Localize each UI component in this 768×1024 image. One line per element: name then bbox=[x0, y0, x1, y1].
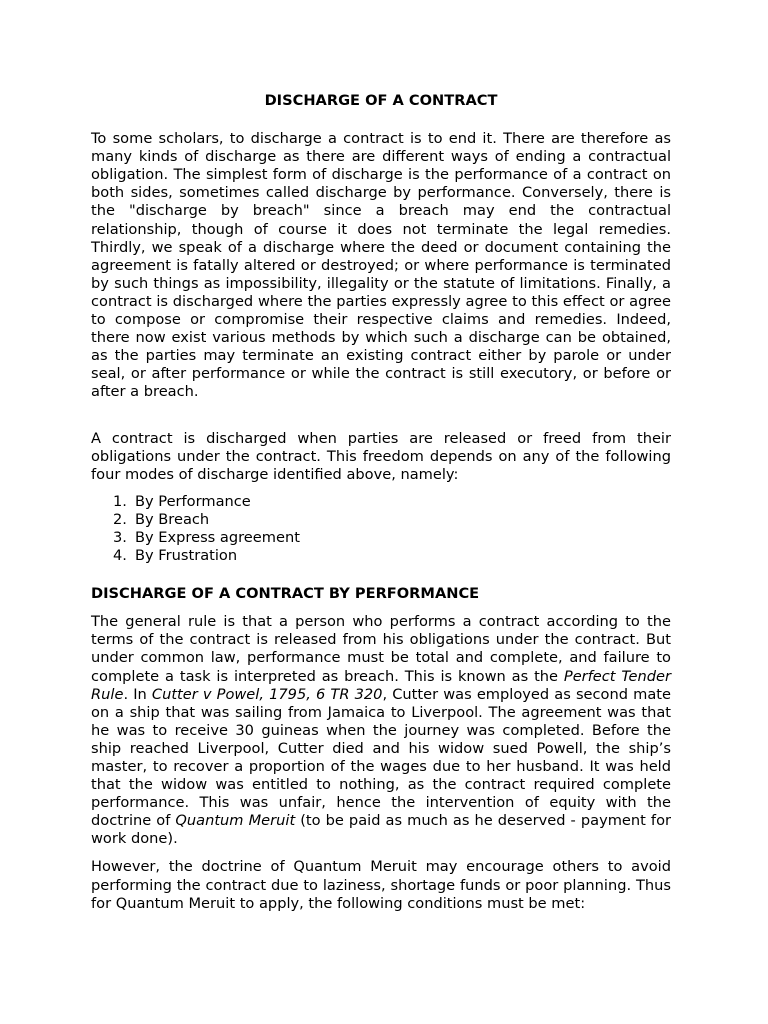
perfect-tender-rule-term: Perfect Tender Rule bbox=[91, 667, 671, 703]
list-item-number: 2. bbox=[113, 510, 127, 528]
modes-paragraph: A contract is discharged when parties are released or freed from their obligations under the contract. This freedom depends on any of the following four modes of discharge identified above, namely: bbox=[91, 429, 671, 483]
list-item-label: By Frustration bbox=[135, 547, 238, 565]
section-heading: DISCHARGE OF A CONTRACT BY PERFORMANCE bbox=[91, 585, 480, 603]
document-title: DISCHARGE OF A CONTRACT bbox=[264, 92, 498, 109]
performance-text-3: , Cutter was employed as second mate on a ship that was sailing from Jamaica to Liverpool. The agreement was that he was to receive 30 guineas when the journey was completed. Before the ship reached Liverpool, Cutter died and his widow sued Powell, the ship’s master, to recover a proportion of the wages due to her husband. It was held that the widow was entitled to nothing, as the contract required complete performance. This was unfair, hence the intervention of equity with the doctrine of bbox=[91, 685, 671, 830]
quantum-meruit-paragraph: However, the doctrine of Quantum Meruit may encourage others to avoid performing the contract due to laziness, shortage funds or poor planning. Thus for Quantum Meruit to apply, the following conditions must be met: bbox=[91, 858, 671, 912]
list-item-label: By Express agreement bbox=[135, 528, 300, 546]
performance-text-2: . In bbox=[123, 685, 152, 703]
list-item-number: 1. bbox=[113, 492, 127, 510]
quantum-meruit-term: Quantum Meruit bbox=[175, 812, 296, 830]
performance-text-4: (to be paid as much as he deserved - payment for work done). bbox=[91, 812, 671, 848]
list-item bbox=[91, 529, 671, 547]
performance-text-1: The general rule is that a person who performs a contract according to the terms of the contract is released from his obligations under the contract. But under common law, performance must be total and complete, and failure to complete a task is interpreted as breach. This is known as the bbox=[91, 613, 671, 685]
intro-paragraph: To some scholars, to discharge a contract is to end it. There are therefore as many kinds of discharge as there are different ways of ending a contractual obligation. The simplest form of discharge is the performance of a contract on both sides, sometimes called discharge by performance. Conversely, there is the "discharge by breach" since a breach may end the contractual relationship, though of course it does not terminate the legal remedies. Thirdly, we speak of a discharge where the deed or document containing the agreement is fatally altered or destroyed; or where performance is terminated by such things as impossibility, illegality or the statute of limitations. Finally, a contract is discharged where the parties expressly agree to this effect or agree to compose or compromise their respective claims and remedies. Indeed, there now exist various methods by which such a discharge can be obtained, as the parties may terminate an existing contract either by parole or under seal, or after performance or while the contract is still executory, or before or after a breach. bbox=[91, 130, 671, 401]
list-item-label: By Breach bbox=[135, 510, 210, 528]
case-citation: Cutter v Powel, 1795, 6 TR 320 bbox=[151, 685, 383, 703]
performance-paragraph bbox=[91, 613, 671, 848]
document-page bbox=[91, 92, 671, 913]
list-item bbox=[91, 547, 671, 565]
list-item-label: By Performance bbox=[135, 492, 251, 510]
list-item bbox=[91, 493, 671, 511]
list-item bbox=[91, 511, 671, 529]
list-item-number: 3. bbox=[113, 528, 127, 546]
modes-list bbox=[91, 493, 671, 565]
list-item-number: 4. bbox=[113, 547, 127, 565]
